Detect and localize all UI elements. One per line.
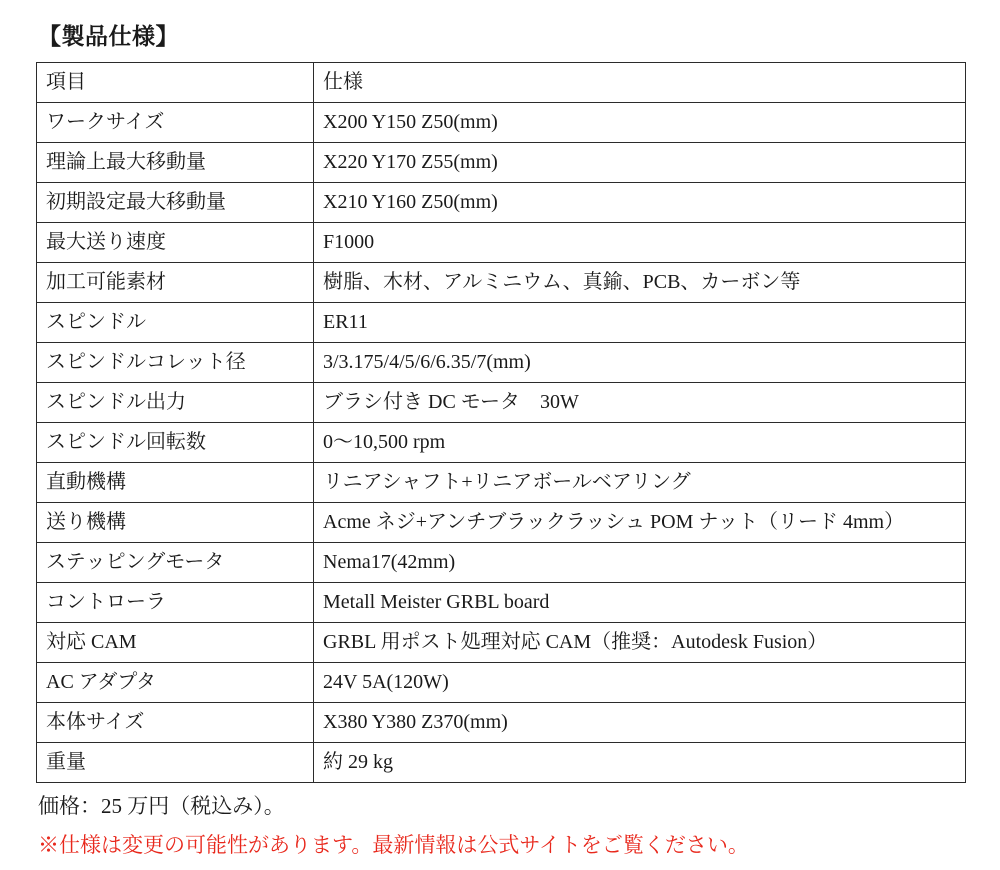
row-value: GRBL 用ポスト処理対応 CAM（推奨：Autodesk Fusion） — [314, 622, 966, 662]
row-label: スピンドル出力 — [37, 382, 314, 422]
row-value: F1000 — [314, 222, 966, 262]
row-label: ステッピングモータ — [37, 542, 314, 582]
table-row — [37, 742, 966, 782]
row-label: 理論上最大移動量 — [37, 142, 314, 182]
table-row — [37, 502, 966, 542]
row-value: 約 29 kg — [314, 742, 966, 782]
specification-change-warning: ※仕様は変更の可能性があります。最新情報は公式サイトをご覧ください。 — [38, 833, 749, 858]
table-row — [37, 142, 966, 182]
specification-table — [36, 62, 966, 783]
table-row — [37, 262, 966, 302]
table-row — [37, 702, 966, 742]
row-value: ER11 — [314, 302, 966, 342]
table-row — [37, 222, 966, 262]
row-value: ブラシ付き DC モータ 30W — [314, 382, 966, 422]
table-row — [37, 182, 966, 222]
row-value: 0〜10,500 rpm — [314, 422, 966, 462]
row-label: ワークサイズ — [37, 102, 314, 142]
row-value: 24V 5A(120W) — [314, 662, 966, 702]
table-row — [37, 542, 966, 582]
table-row — [37, 102, 966, 142]
row-label: 本体サイズ — [37, 702, 314, 742]
row-value: Acme ネジ+アンチブラックラッシュ POM ナット（リード 4mm） — [314, 502, 966, 542]
table-row — [37, 462, 966, 502]
row-label: スピンドル — [37, 302, 314, 342]
row-label: コントローラ — [37, 582, 314, 622]
row-label: 初期設定最大移動量 — [37, 182, 314, 222]
row-label: スピンドル回転数 — [37, 422, 314, 462]
row-label: 送り機構 — [37, 502, 314, 542]
price-note: 価格：25 万円（税込み）。 — [38, 793, 285, 818]
row-value: リニアシャフト+リニアボールベアリング — [314, 462, 966, 502]
table-row — [37, 342, 966, 382]
row-value: Nema17(42mm) — [314, 542, 966, 582]
row-label: 直動機構 — [37, 462, 314, 502]
row-label: スピンドルコレット径 — [37, 342, 314, 382]
column-header-item: 項目 — [37, 62, 314, 102]
row-value: 3/3.175/4/5/6/6.35/7(mm) — [314, 342, 966, 382]
row-label: AC アダプタ — [37, 662, 314, 702]
row-label: 最大送り速度 — [37, 222, 314, 262]
column-header-spec: 仕様 — [314, 62, 966, 102]
table-row — [37, 622, 966, 662]
table-row — [37, 302, 966, 342]
table-row — [37, 382, 966, 422]
row-value: X220 Y170 Z55(mm) — [314, 142, 966, 182]
table-row — [37, 662, 966, 702]
row-label: 重量 — [37, 742, 314, 782]
row-value: 樹脂、木材、アルミニウム、真鍮、PCB、カーボン等 — [314, 262, 966, 302]
table-row — [37, 582, 966, 622]
table-body — [37, 62, 966, 782]
row-value: X200 Y150 Z50(mm) — [314, 102, 966, 142]
row-value: Metall Meister GRBL board — [314, 582, 966, 622]
page-title: 【製品仕様】 — [38, 24, 179, 49]
table-header-row — [37, 62, 966, 102]
row-value: X210 Y160 Z50(mm) — [314, 182, 966, 222]
row-label: 加工可能素材 — [37, 262, 314, 302]
row-value: X380 Y380 Z370(mm) — [314, 702, 966, 742]
row-label: 対応 CAM — [37, 622, 314, 662]
table-row — [37, 422, 966, 462]
